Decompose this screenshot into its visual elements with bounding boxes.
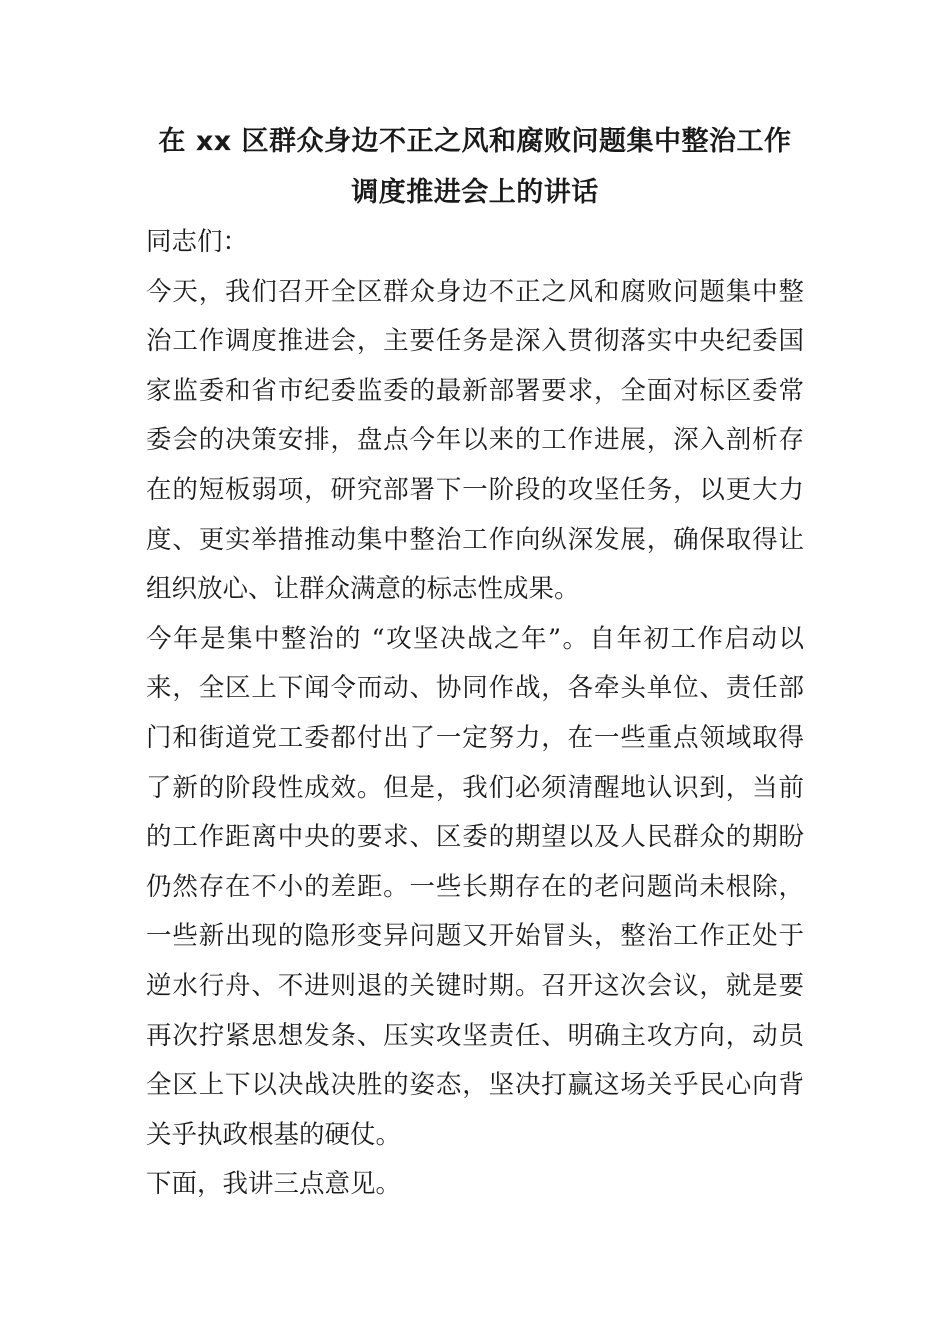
document-body bbox=[146, 218, 804, 1210]
paragraph-line: 再次拧紧思想发条、压实攻坚责任、明确主攻方向，动员 bbox=[146, 1020, 804, 1051]
paragraph-line: 治工作调度推进会，主要任务是深入贯彻落实中央纪委国 bbox=[146, 326, 804, 357]
paragraph-3 bbox=[146, 1160, 804, 1210]
paragraph-line: 了新的阶段性成效。但是，我们必须清醒地认识到，当前 bbox=[146, 772, 804, 803]
paragraph-line: 家监委和省市纪委监委的最新部署要求，全面对标区委常 bbox=[146, 375, 804, 406]
title-line-2: 调度推进会上的讲话 bbox=[351, 177, 599, 208]
paragraph-line: 的工作距离中央的要求、区委的期望以及人民群众的期盼 bbox=[146, 822, 804, 853]
salutation: 同志们： bbox=[146, 227, 249, 257]
paragraph-line: 下面，我讲三点意见。 bbox=[146, 1169, 402, 1200]
document-page bbox=[146, 116, 804, 1210]
paragraph-line: 组织放心、让群众满意的标志性成果。 bbox=[146, 574, 580, 605]
paragraph-line: 来，全区上下闻令而动、协同作战，各牵头单位、责任部 bbox=[146, 673, 804, 704]
paragraph-line: 今年是集中整治的 “攻坚决战之年”。自年初工作启动以 bbox=[146, 623, 804, 654]
paragraph-1 bbox=[146, 268, 804, 615]
paragraph-line: 全区上下以决战决胜的姿态，坚决打赢这场关乎民心向背 bbox=[146, 1070, 804, 1101]
paragraph-line: 度、更实举措推动集中整治工作向纵深发展，确保取得让 bbox=[146, 524, 804, 555]
paragraph-line: 门和街道党工委都付出了一定努力，在一些重点领域取得 bbox=[146, 722, 804, 753]
paragraph-line: 逆水行舟、不进则退的关键时期。召开这次会议，就是要 bbox=[146, 970, 804, 1001]
paragraph-2 bbox=[146, 615, 804, 1161]
paragraph-line: 一些新出现的隐形变异问题又开始冒头，整治工作正处于 bbox=[146, 921, 804, 952]
document-title bbox=[146, 116, 804, 218]
title-line-1: 在 xx 区群众身边不正之风和腐败问题集中整治工作 bbox=[158, 126, 792, 157]
paragraph-line: 今天，我们召开全区群众身边不正之风和腐败问题集中整 bbox=[146, 276, 804, 307]
paragraph-line: 仍然存在不小的差距。一些长期存在的老问题尚未根除， bbox=[146, 871, 804, 902]
paragraph-line: 委会的决策安排，盘点今年以来的工作进展，深入剖析存 bbox=[146, 425, 804, 456]
paragraph-line: 关乎执政根基的硬仗。 bbox=[146, 1119, 402, 1150]
paragraph-line: 在的短板弱项，研究部署下一阶段的攻坚任务，以更大力 bbox=[146, 474, 804, 505]
